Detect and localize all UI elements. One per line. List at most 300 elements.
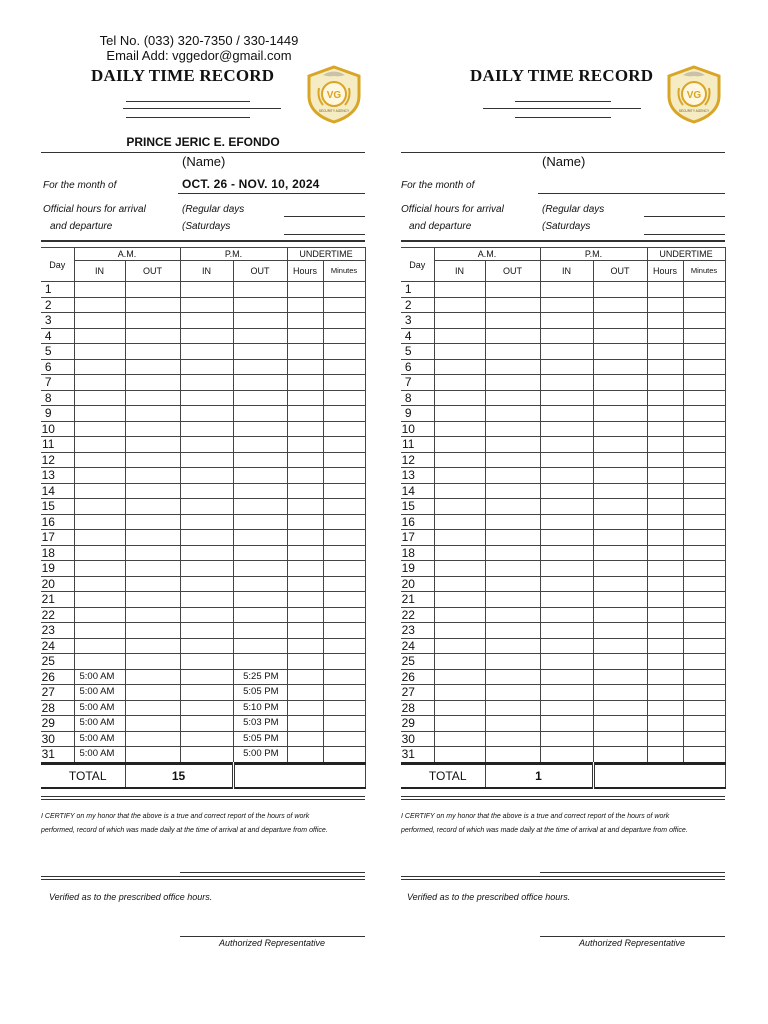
- day-number: 27: [41, 685, 74, 701]
- undertime-minutes-cell: [683, 344, 725, 360]
- pm-in-cell: [540, 406, 593, 422]
- day-row: [401, 654, 725, 670]
- pm-in-cell: [180, 359, 233, 375]
- day-row: [401, 716, 725, 732]
- pm-out-cell: 5:05 PM: [233, 685, 287, 701]
- undertime-minutes-cell: [323, 576, 365, 592]
- undertime-hours-cell: [647, 421, 683, 437]
- am-out-cell: [125, 437, 180, 453]
- pm-in-cell: [540, 576, 593, 592]
- pm-out-cell: [593, 623, 647, 639]
- header-rule: [401, 240, 725, 242]
- am-out-cell: [125, 592, 180, 608]
- pm-in-cell: [180, 297, 233, 313]
- am-in-cell: [74, 406, 125, 422]
- undertime-minutes-cell: [323, 375, 365, 391]
- am-out-cell: [485, 297, 540, 313]
- employee-signature-line: [180, 872, 365, 873]
- pm-out-header: OUT: [233, 261, 287, 282]
- day-header: Day: [41, 248, 74, 282]
- undertime-hours-cell: [647, 514, 683, 530]
- am-in-cell: [434, 297, 485, 313]
- pm-out-cell: [593, 530, 647, 546]
- pm-in-cell: [180, 592, 233, 608]
- undertime-hours-cell: [647, 483, 683, 499]
- am-in-cell: [434, 545, 485, 561]
- title-blank-line: [126, 101, 250, 102]
- certify-text: I CERTIFY on my honor that the above is a true and correct report of the hours of work performed, record of which was made daily at the time of arrival at and departure from office.: [41, 813, 328, 834]
- pm-in-cell: [180, 452, 233, 468]
- pm-header: P.M.: [540, 248, 647, 261]
- undertime-hours-cell: [647, 716, 683, 732]
- am-in-cell: [74, 607, 125, 623]
- day-row: [401, 468, 725, 484]
- am-in-cell: [434, 669, 485, 685]
- am-out-cell: [125, 731, 180, 747]
- day-number: 10: [41, 421, 74, 437]
- regular-days-line: [644, 216, 725, 217]
- day-number: 29: [41, 716, 74, 732]
- hours-header: Hours: [287, 261, 323, 282]
- pm-in-cell: [180, 700, 233, 716]
- pm-in-cell: [180, 437, 233, 453]
- pm-out-cell: [233, 344, 287, 360]
- pm-out-cell: [233, 499, 287, 515]
- undertime-minutes-cell: [323, 731, 365, 747]
- pm-in-cell: [180, 421, 233, 437]
- undertime-hours-cell: [287, 313, 323, 329]
- pm-in-cell: [540, 421, 593, 437]
- pm-out-cell: [233, 576, 287, 592]
- am-out-cell: [485, 654, 540, 670]
- pm-in-cell: [180, 483, 233, 499]
- month-line: [178, 193, 365, 194]
- regular-days-label: (Regular days: [542, 204, 605, 215]
- employee-signature-line: [540, 872, 725, 873]
- day-number: 20: [401, 576, 434, 592]
- day-row: [41, 282, 365, 298]
- am-out-cell: [125, 716, 180, 732]
- undertime-minutes-cell: [683, 468, 725, 484]
- am-in-header: IN: [434, 261, 485, 282]
- day-number: 12: [41, 452, 74, 468]
- undertime-minutes-cell: [323, 499, 365, 515]
- am-out-cell: [125, 700, 180, 716]
- am-in-cell: [74, 359, 125, 375]
- undertime-hours-cell: [647, 375, 683, 391]
- am-out-cell: [125, 545, 180, 561]
- undertime-minutes-cell: [683, 592, 725, 608]
- undertime-minutes-cell: [323, 421, 365, 437]
- pm-in-cell: [540, 437, 593, 453]
- am-in-cell: [74, 328, 125, 344]
- day-row: [41, 685, 365, 701]
- am-out-cell: [485, 390, 540, 406]
- am-in-cell: [434, 623, 485, 639]
- undertime-hours-cell: [647, 468, 683, 484]
- pm-out-cell: [593, 731, 647, 747]
- undertime-hours-cell: [647, 359, 683, 375]
- pm-out-cell: [233, 406, 287, 422]
- day-row: [401, 359, 725, 375]
- am-in-cell: 5:00 AM: [74, 669, 125, 685]
- am-out-cell: [125, 282, 180, 298]
- undertime-minutes-cell: [683, 731, 725, 747]
- undertime-hours-cell: [287, 747, 323, 764]
- am-in-cell: [74, 576, 125, 592]
- am-out-cell: [125, 654, 180, 670]
- undertime-minutes-cell: [683, 375, 725, 391]
- day-row: [401, 328, 725, 344]
- day-number: 8: [41, 390, 74, 406]
- day-number: 22: [401, 607, 434, 623]
- verify-rule: [41, 876, 365, 880]
- day-number: 7: [41, 375, 74, 391]
- name-line: [401, 152, 725, 153]
- day-number: 5: [41, 344, 74, 360]
- undertime-minutes-cell: [683, 452, 725, 468]
- pm-out-cell: [233, 437, 287, 453]
- pm-out-cell: [593, 514, 647, 530]
- am-in-cell: [434, 282, 485, 298]
- day-row: [401, 731, 725, 747]
- am-in-cell: [434, 437, 485, 453]
- am-out-cell: [125, 483, 180, 499]
- pm-in-cell: [540, 282, 593, 298]
- verified-text: Verified as to the prescribed office hours.: [407, 892, 571, 902]
- am-out-cell: [485, 328, 540, 344]
- am-in-cell: [74, 375, 125, 391]
- pm-in-cell: [540, 328, 593, 344]
- day-row: [41, 545, 365, 561]
- seal-shield-icon: [665, 64, 723, 124]
- day-row: [401, 344, 725, 360]
- day-row: [41, 576, 365, 592]
- saturdays-line: [644, 234, 725, 235]
- pm-out-cell: [593, 669, 647, 685]
- pm-out-cell: [233, 282, 287, 298]
- am-out-cell: [485, 669, 540, 685]
- day-number: 25: [401, 654, 434, 670]
- pm-out-cell: [233, 545, 287, 561]
- am-out-cell: [125, 297, 180, 313]
- total-label: TOTAL: [41, 763, 125, 788]
- pm-in-cell: [540, 514, 593, 530]
- am-in-cell: 5:00 AM: [74, 685, 125, 701]
- am-in-cell: [434, 607, 485, 623]
- pm-in-cell: [540, 499, 593, 515]
- undertime-hours-cell: [287, 483, 323, 499]
- pm-out-cell: [593, 282, 647, 298]
- day-number: 24: [41, 638, 74, 654]
- employee-name: PRINCE JERIC E. EFONDO: [126, 135, 280, 149]
- day-row: [401, 390, 725, 406]
- day-row: [41, 297, 365, 313]
- day-number: 8: [401, 390, 434, 406]
- undertime-hours-cell: [647, 607, 683, 623]
- day-number: 16: [401, 514, 434, 530]
- undertime-hours-cell: [647, 561, 683, 577]
- day-row: [401, 638, 725, 654]
- am-out-cell: [485, 437, 540, 453]
- pm-in-cell: [180, 654, 233, 670]
- undertime-hours-cell: [287, 282, 323, 298]
- undertime-hours-cell: [287, 359, 323, 375]
- pm-in-cell: [180, 406, 233, 422]
- undertime-hours-cell: [287, 344, 323, 360]
- undertime-hours-cell: [647, 406, 683, 422]
- am-in-cell: [74, 468, 125, 484]
- day-number: 2: [401, 297, 434, 313]
- pm-in-cell: [180, 390, 233, 406]
- am-in-cell: [74, 313, 125, 329]
- am-in-cell: 5:00 AM: [74, 716, 125, 732]
- pm-out-cell: [233, 452, 287, 468]
- am-out-cell: [125, 344, 180, 360]
- undertime-minutes-cell: [323, 313, 365, 329]
- pm-in-cell: [180, 313, 233, 329]
- day-number: 25: [41, 654, 74, 670]
- am-out-cell: [485, 545, 540, 561]
- undertime-minutes-cell: [683, 654, 725, 670]
- day-row: [401, 669, 725, 685]
- undertime-minutes-cell: [683, 685, 725, 701]
- day-number: 21: [401, 592, 434, 608]
- undertime-hours-cell: [287, 328, 323, 344]
- am-out-cell: [485, 716, 540, 732]
- pm-in-cell: [180, 685, 233, 701]
- undertime-hours-cell: [647, 592, 683, 608]
- svg-text:SECURITY AGENCY: SECURITY AGENCY: [318, 109, 350, 113]
- svg-text:VG: VG: [326, 90, 342, 101]
- undertime-minutes-cell: [323, 700, 365, 716]
- authorized-signature-line: [180, 936, 365, 937]
- undertime-hours-cell: [647, 576, 683, 592]
- undertime-header: UNDERTIME: [287, 248, 365, 261]
- pm-out-cell: [233, 607, 287, 623]
- pm-in-cell: [180, 514, 233, 530]
- am-out-cell: [125, 747, 180, 764]
- am-out-cell: [125, 576, 180, 592]
- am-in-cell: [74, 623, 125, 639]
- am-out-cell: [125, 607, 180, 623]
- undertime-minutes-cell: [323, 561, 365, 577]
- undertime-hours-cell: [287, 623, 323, 639]
- pm-out-cell: [233, 359, 287, 375]
- total-blank: [233, 763, 365, 788]
- pm-out-cell: [593, 545, 647, 561]
- am-out-cell: [485, 685, 540, 701]
- pm-in-cell: [540, 375, 593, 391]
- pm-in-cell: [540, 530, 593, 546]
- undertime-hours-cell: [287, 545, 323, 561]
- undertime-hours-cell: [287, 390, 323, 406]
- day-row: [401, 700, 725, 716]
- am-header: A.M.: [434, 248, 540, 261]
- day-number: 17: [401, 530, 434, 546]
- day-row: [41, 499, 365, 515]
- hours-header: Hours: [647, 261, 683, 282]
- pm-out-cell: [233, 375, 287, 391]
- pm-in-cell: [540, 716, 593, 732]
- undertime-hours-cell: [647, 700, 683, 716]
- am-out-cell: [485, 731, 540, 747]
- pm-out-cell: [593, 716, 647, 732]
- am-in-cell: [434, 499, 485, 515]
- am-out-cell: [485, 561, 540, 577]
- pm-out-cell: [593, 576, 647, 592]
- am-out-cell: [125, 313, 180, 329]
- name-caption: (Name): [542, 154, 586, 169]
- day-number: 2: [41, 297, 74, 313]
- pm-out-cell: 5:10 PM: [233, 700, 287, 716]
- pm-in-cell: [540, 669, 593, 685]
- pm-out-cell: [593, 747, 647, 764]
- undertime-header: UNDERTIME: [647, 248, 725, 261]
- agency-seal-icon: [665, 64, 723, 124]
- am-in-cell: [434, 700, 485, 716]
- pm-out-cell: [233, 592, 287, 608]
- am-out-cell: [485, 313, 540, 329]
- am-in-cell: [74, 437, 125, 453]
- day-row: [41, 468, 365, 484]
- am-in-cell: [74, 390, 125, 406]
- day-row: [401, 499, 725, 515]
- title-blank-line: [123, 108, 281, 109]
- pm-in-cell: [540, 607, 593, 623]
- undertime-minutes-cell: [683, 282, 725, 298]
- pm-out-cell: [593, 607, 647, 623]
- day-number: 1: [41, 282, 74, 298]
- am-out-cell: [485, 499, 540, 515]
- am-out-cell: [125, 375, 180, 391]
- undertime-minutes-cell: [323, 359, 365, 375]
- pm-out-cell: [593, 328, 647, 344]
- am-in-cell: 5:00 AM: [74, 731, 125, 747]
- day-number: 23: [41, 623, 74, 639]
- day-row: [401, 685, 725, 701]
- undertime-minutes-cell: [323, 282, 365, 298]
- undertime-hours-cell: [287, 499, 323, 515]
- pm-in-cell: [180, 638, 233, 654]
- undertime-minutes-cell: [683, 623, 725, 639]
- undertime-minutes-cell: [683, 545, 725, 561]
- am-in-cell: [434, 313, 485, 329]
- pm-out-cell: [593, 561, 647, 577]
- undertime-hours-cell: [287, 421, 323, 437]
- am-out-cell: [485, 747, 540, 764]
- pm-in-cell: [180, 731, 233, 747]
- authorized-signature-line: [540, 936, 725, 937]
- am-out-cell: [485, 514, 540, 530]
- pm-out-cell: 5:00 PM: [233, 747, 287, 764]
- pm-in-cell: [540, 592, 593, 608]
- total-value: 1: [485, 763, 593, 788]
- undertime-hours-cell: [647, 654, 683, 670]
- month-label: For the month of: [43, 180, 117, 191]
- day-number: 13: [401, 468, 434, 484]
- am-out-cell: [485, 638, 540, 654]
- undertime-hours-cell: [287, 607, 323, 623]
- am-in-cell: [434, 359, 485, 375]
- day-number: 29: [401, 716, 434, 732]
- am-header: A.M.: [74, 248, 180, 261]
- pm-in-cell: [180, 607, 233, 623]
- undertime-hours-cell: [287, 638, 323, 654]
- undertime-minutes-cell: [683, 499, 725, 515]
- day-number: 30: [401, 731, 434, 747]
- pm-out-cell: [593, 437, 647, 453]
- pm-in-cell: [180, 530, 233, 546]
- day-number: 5: [401, 344, 434, 360]
- am-in-cell: [74, 483, 125, 499]
- saturdays-label: (Saturdays: [182, 221, 231, 232]
- day-row: [41, 669, 365, 685]
- dtr-form-left: [41, 60, 365, 960]
- am-in-cell: [74, 638, 125, 654]
- day-number: 17: [41, 530, 74, 546]
- am-in-cell: [434, 530, 485, 546]
- undertime-hours-cell: [287, 731, 323, 747]
- undertime-minutes-cell: [683, 514, 725, 530]
- am-in-cell: [434, 592, 485, 608]
- header-rule: [41, 240, 365, 242]
- pm-in-cell: [540, 545, 593, 561]
- am-in-cell: [434, 731, 485, 747]
- am-out-cell: [485, 282, 540, 298]
- title-blank-line: [515, 101, 611, 102]
- pm-out-cell: [593, 700, 647, 716]
- am-out-cell: [485, 452, 540, 468]
- day-row: [41, 452, 365, 468]
- am-out-cell: [485, 623, 540, 639]
- am-in-cell: [74, 561, 125, 577]
- pm-in-cell: [180, 344, 233, 360]
- undertime-hours-cell: [287, 561, 323, 577]
- undertime-minutes-cell: [323, 685, 365, 701]
- pm-out-cell: [233, 623, 287, 639]
- undertime-minutes-cell: [323, 483, 365, 499]
- day-row: [41, 421, 365, 437]
- undertime-hours-cell: [647, 623, 683, 639]
- undertime-minutes-cell: [323, 390, 365, 406]
- pm-out-cell: [233, 654, 287, 670]
- day-row: [401, 576, 725, 592]
- month-label: For the month of: [401, 180, 475, 191]
- day-number: 19: [41, 561, 74, 577]
- day-row: [41, 514, 365, 530]
- pm-in-cell: [540, 452, 593, 468]
- am-in-cell: [74, 297, 125, 313]
- day-row: [401, 437, 725, 453]
- am-out-cell: [125, 561, 180, 577]
- undertime-minutes-cell: [683, 530, 725, 546]
- form-title: DAILY TIME RECORD: [91, 66, 275, 85]
- am-out-cell: [485, 576, 540, 592]
- day-number: 12: [401, 452, 434, 468]
- undertime-hours-cell: [287, 406, 323, 422]
- seal-shield-icon: [305, 64, 363, 124]
- day-row: [401, 592, 725, 608]
- svg-text:SECURITY AGENCY: SECURITY AGENCY: [678, 109, 710, 113]
- day-row: [41, 313, 365, 329]
- undertime-hours-cell: [287, 530, 323, 546]
- undertime-hours-cell: [647, 530, 683, 546]
- pm-in-cell: [540, 390, 593, 406]
- undertime-minutes-cell: [323, 328, 365, 344]
- official-hours-label: Official hours for arrival: [401, 204, 504, 215]
- am-in-cell: [434, 638, 485, 654]
